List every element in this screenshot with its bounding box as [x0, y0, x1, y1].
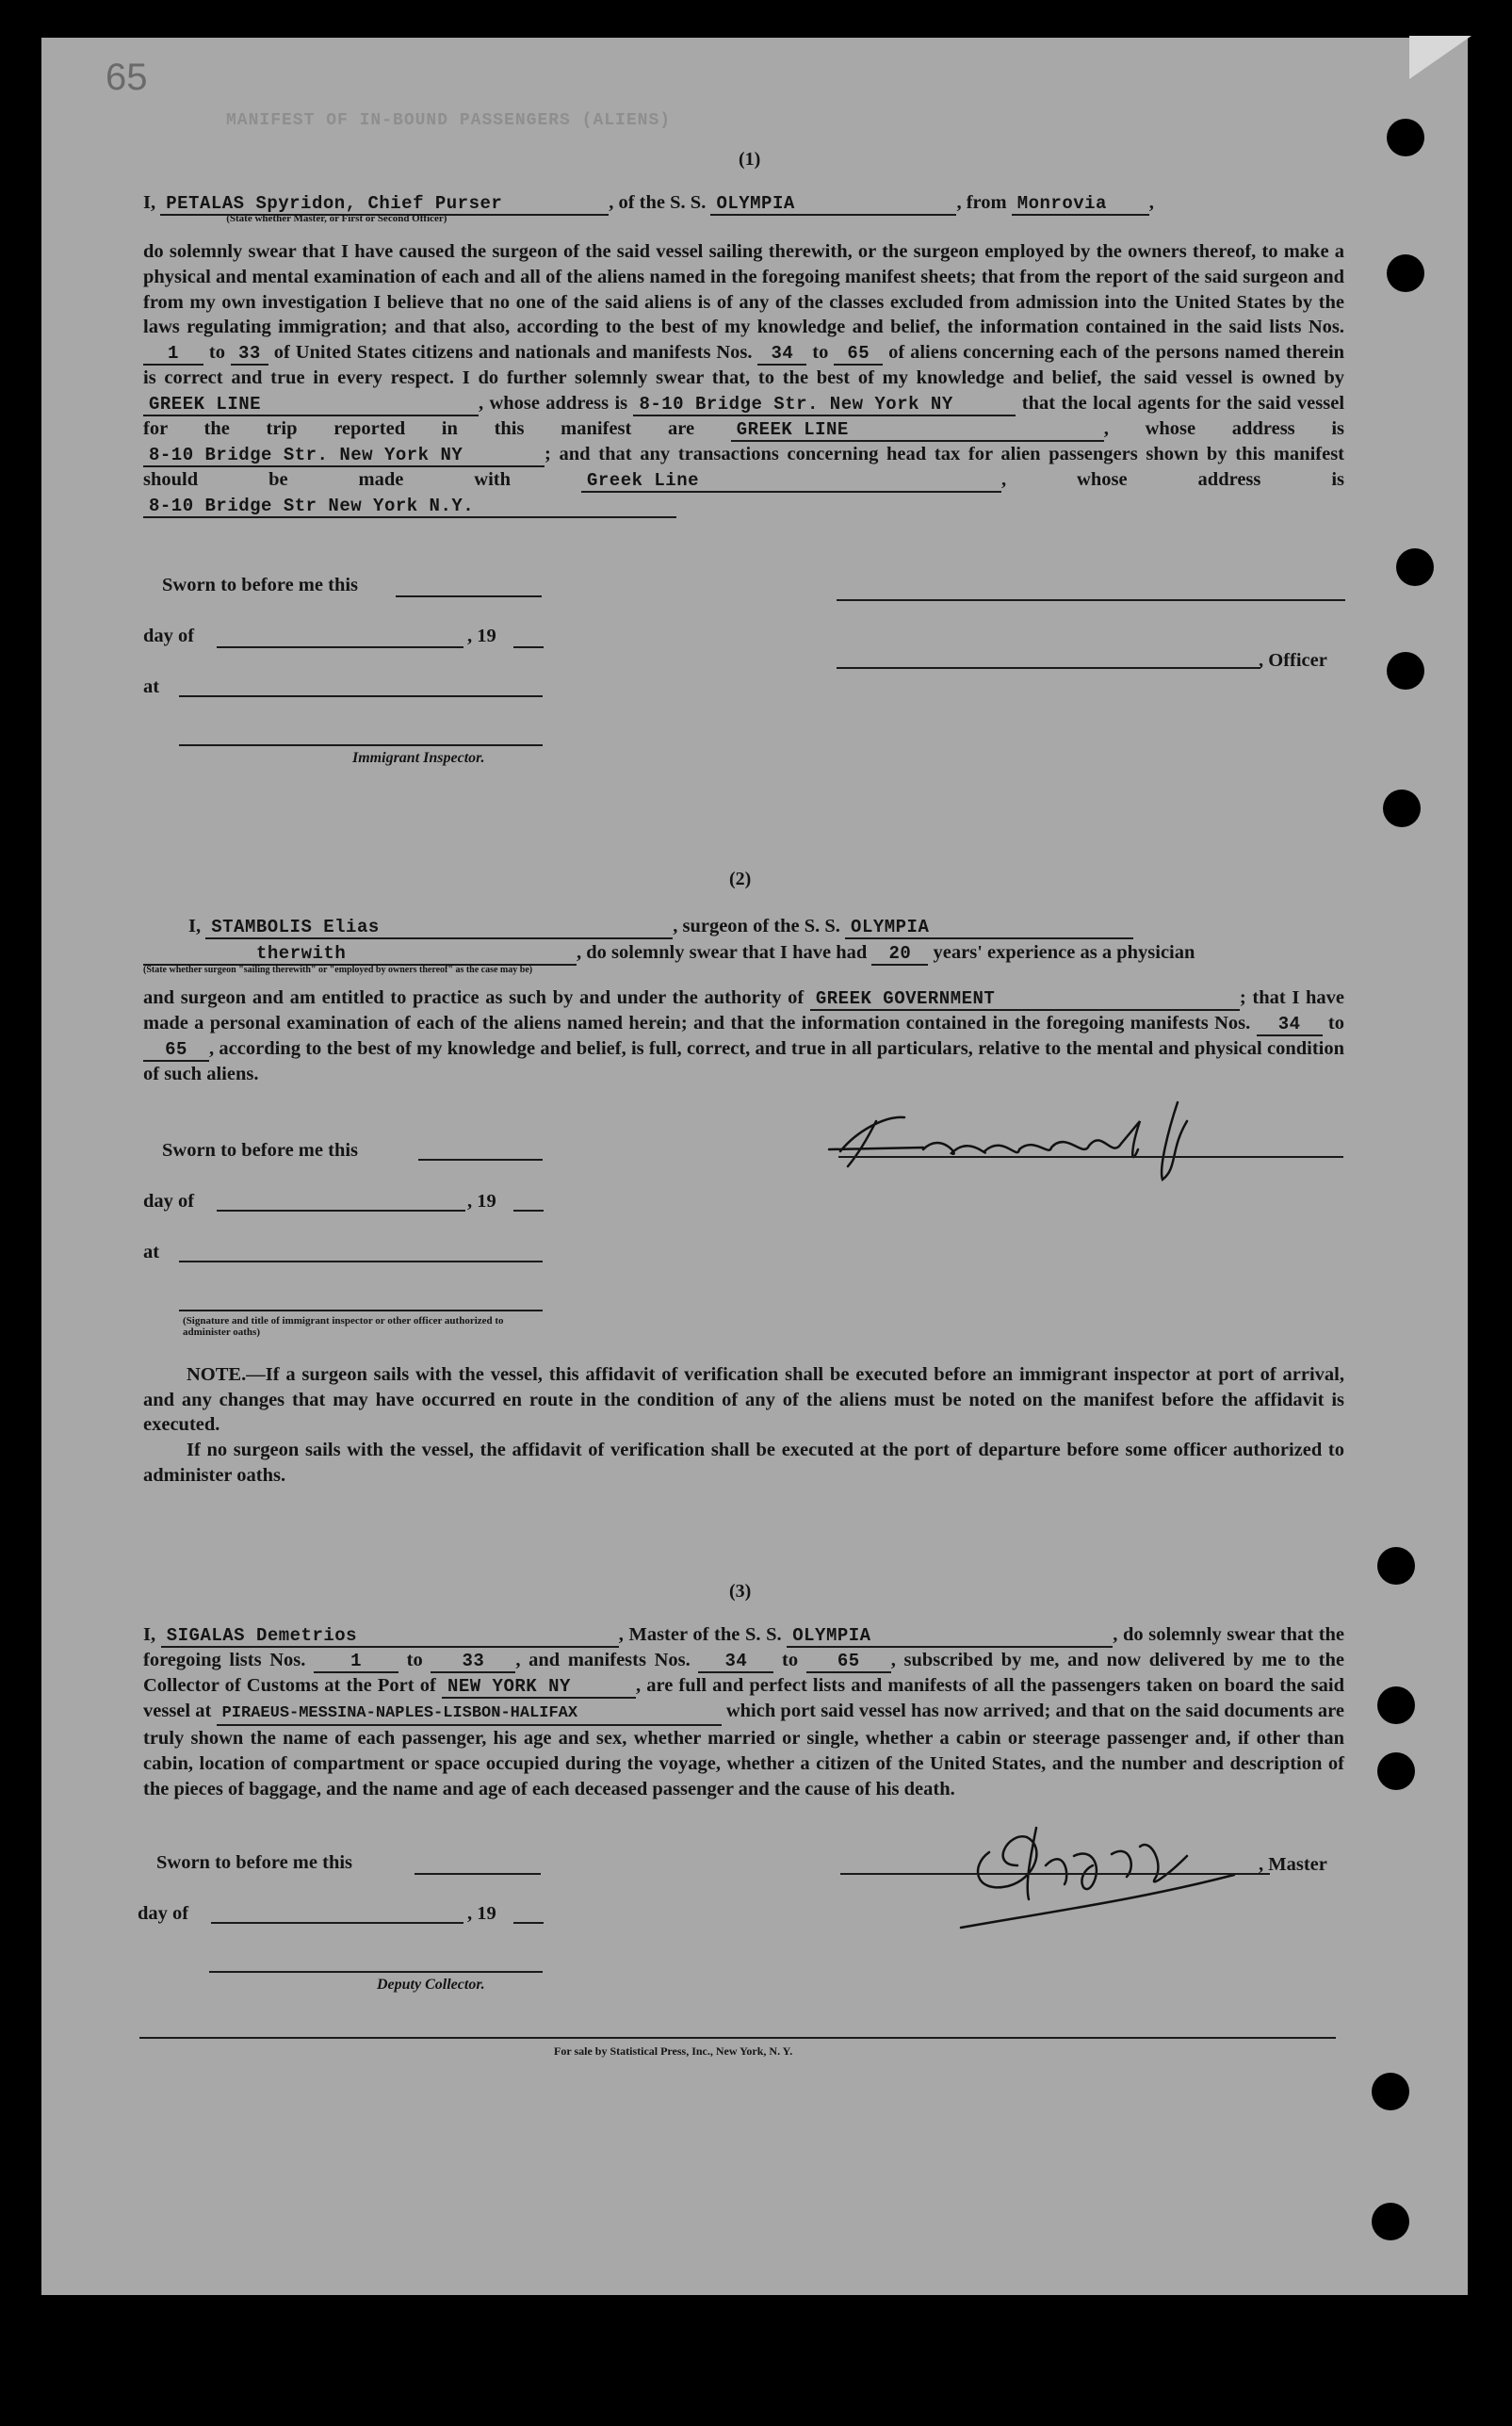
sworn-label: [162, 575, 358, 596]
punch-hole: [1387, 119, 1424, 156]
label: , of the S. S.: [609, 192, 707, 213]
oath-text: , whose address is: [1000, 468, 1344, 490]
day-of-label: day of: [143, 1191, 195, 1212]
oath-text: , surgeon of the S. S.: [673, 916, 840, 936]
year-label: , 19: [467, 1903, 496, 1924]
oath-text: and surgeon and am entitled to practice as such by and under the authority of: [143, 987, 805, 1008]
section-1-header-line: I, PETALAS Spyridon, Chief Purser (State whether Master, or First or Second Officer) , of the S. S. OLYMPIA , from Monrovia ,: [143, 192, 1154, 224]
oath-text: ; and that any transactions concerning head tax for alien passengers shown by this manifest should be made with: [143, 443, 1344, 490]
tax-address-field: 8-10 Bridge Str New York N.Y.: [143, 496, 676, 518]
oath-text: , Master of the S. S.: [618, 1624, 782, 1645]
oath-text: , do solemnly swear that I have had: [577, 942, 868, 963]
oath-text: do solemnly swear that I have caused the surgeon of the said vessel sailing therewith, or the surgeon employed by the owners thereof, to make a physical and mental examination of each and all of the aliens named in the foregoing manifest sheets; that from the report of the said surgeon and from my own investigation I believe that no one of the said aliens is of any of the classes excluded from admission into the United States by the laws regulating immigration; and that also, according to the best of my knowledge and belief, the information contained in the said lists Nos.: [143, 241, 1344, 338]
sworn-date-line: [415, 1873, 541, 1875]
sworn-label: Sworn to before me this: [156, 1852, 353, 1873]
officer-name-field: PETALAS Spyridon, Chief Purser: [160, 193, 609, 216]
pronoun: I,: [143, 1624, 156, 1645]
label: to: [208, 342, 225, 364]
punch-hole: [1377, 1752, 1415, 1790]
agents-address-field: 8-10 Bridge Str. New York NY: [143, 445, 545, 467]
oath-text: , whose address is: [479, 392, 628, 414]
note-text: —If a surgeon sails with the vessel, this affidavit of verification shall be executed before an immigrant inspector at port of arrival, and any changes that may have occurred en route in the condition of any of the aliens must be noted on the manifest before the affidavit is executed.: [143, 1364, 1344, 1435]
punch-hole: [1377, 1686, 1415, 1724]
oath-text: that the local agents for the said vessel for the trip reported in this manifest are: [143, 392, 1345, 439]
agents-field: GREEK LINE: [731, 419, 1104, 442]
oath-text: that I have made a personal examination of each of the aliens named herein; and that the information contained in the foregoing manifests Nos.: [143, 987, 1344, 1034]
day-of-line: [211, 1922, 463, 1924]
port-field: NEW YORK NY: [442, 1676, 636, 1699]
surgeon-status-note: (State whether surgeon "sailing therewith" or "employed by owners thereof" as the case may be): [143, 965, 533, 975]
day-of-label: day of: [138, 1903, 189, 1924]
authority-field: GREEK GOVERNMENT: [810, 988, 1240, 1011]
at-label: at: [143, 1242, 160, 1262]
note-label: NOTE.: [187, 1364, 247, 1385]
master-signature: [951, 1809, 1272, 1941]
label: to: [812, 342, 829, 364]
lists-to-field: 33: [231, 343, 268, 366]
officer-signature-line-2: [837, 667, 1260, 669]
lists-from-field: 1: [143, 343, 203, 366]
folded-corner: [1409, 36, 1471, 79]
vessel-field: OLYMPIA: [845, 917, 1133, 939]
section-1-oath-text: do solemnly swear that I have caused the surgeon of the said vessel sailing therewith, or the surgeon employed by the owners thereof, to make a physical and mental examination of each and all of the aliens named in the foregoing manifest sheets; that from the report of the said surgeon and from my own investigation I believe that no one of the said aliens is of any of the classes excluded from admission into the United States by the laws regulating immigration; and that also, according to the best of my knowledge and belief, the information contained in the said lists Nos. 1 to 33 of United States citizens and nationals and manifests Nos. 34 to 65 of aliens concerning each of the persons named therein is correct and true in every respect. I do further solemnly swear that, to the best of my knowledge and belief, the said vessel is owned by GREEK LINE , whose address is 8-10 Bridge Str. New York NY that the local agents for the said vessel for the trip reported in this manifest are GREEK LINE , whose address is 8-10 Bridge Str. New York NY ; and that any transactions concerning head tax for alien passengers shown by this manifest should be made with Greek Line , whose address is 8-10 Bridge Str New York N.Y.: [143, 241, 1345, 516]
section-3-number: (3): [729, 1581, 752, 1602]
label: to: [406, 1650, 423, 1670]
manifests-from-field: 34: [757, 343, 806, 366]
punch-hole: [1387, 652, 1424, 690]
year-line: [513, 1922, 544, 1924]
section-2-header-line: [143, 914, 1344, 939]
at-line: [179, 1261, 543, 1262]
section-2-oath-text: and surgeon and am entitled to practice as such by and under the authority of GREEK GOVERNMENT ; that I have made a personal examination of each of the aliens named herein; and that the information contained in the foregoing manifests Nos. 34 to 65 , according to the best of my knowledge and belief, is full, correct, and true in all particulars, relative to the mental and physical condition of such aliens.: [143, 987, 1344, 1084]
year-line: [513, 646, 544, 648]
day-of-label: [143, 626, 194, 647]
lists-from-field: 1: [314, 1651, 398, 1673]
vessel-field: OLYMPIA: [787, 1625, 1113, 1648]
surgeon-signature: [820, 1093, 1347, 1187]
master-name-field: SIGALAS Demetrios: [161, 1625, 619, 1648]
printer-footer: For sale by Statistical Press, Inc., New York, N. Y.: [554, 2044, 793, 2058]
oath-text: which port said vessel has now arrived; and that on the said documents are truly shown the name of each passenger, his age and sex, whether married or single, whether a cabin or steerage passenger and, if other than cabin, location of compartment or space occupied during the voyage, whether a citizen of the United States, and the number and description of the pieces of baggage, and the name and age of each deceased passenger and the cause of his death.: [143, 1701, 1345, 1799]
label: to: [782, 1650, 799, 1670]
collector-label: Deputy Collector.: [377, 1977, 485, 1993]
signature-title-note: (Signature and title of immigrant inspector or other officer authorized to administer oaths): [183, 1315, 504, 1338]
at-line: [179, 695, 543, 697]
note-text: If no surgeon sails with the vessel, the affidavit of verification shall be executed at the port of departure before some officer authorized to administer oaths.: [143, 1440, 1344, 1486]
pronoun: I,: [188, 916, 202, 936]
oath-text: , and manifests Nos.: [515, 1650, 691, 1670]
inspector-signature-line: [179, 744, 543, 746]
sworn-date-line: [396, 595, 542, 597]
oath-text: , subscribed by me, and now delivered by me to the Collector of Customs at the Port of: [143, 1650, 1344, 1696]
label: day of: [143, 626, 195, 646]
oath-text: years' experience as a physician: [933, 942, 1195, 963]
oath-text: whose address is: [1145, 417, 1345, 439]
inspector-label: Immigrant Inspector.: [352, 750, 485, 766]
label: Sworn to before me this: [162, 575, 359, 595]
vessel-field: OLYMPIA: [710, 193, 956, 216]
note-paragraph-2: [143, 1438, 1344, 1488]
manifests-from-field: 34: [698, 1651, 773, 1673]
section-2-number: (2): [729, 869, 752, 889]
section-2-sailing-line: [143, 940, 1344, 975]
punch-hole: [1396, 548, 1434, 586]
pronoun: I,: [143, 192, 156, 213]
years-field: 20: [871, 943, 928, 966]
oath-text: , according to the best of my knowledge and belief, is full, correct, and true in all particulars, relative to the mental and physical condition of such aliens.: [143, 1038, 1344, 1084]
officer-label: , Officer: [1259, 650, 1327, 671]
label: , from: [956, 192, 1007, 213]
manifests-to-field: 65: [806, 1651, 891, 1673]
footer-divider: [139, 2037, 1336, 2039]
departure-ports-field: PIRAEUS-MESSINA-NAPLES-LISBON-HALIFAX: [217, 1703, 722, 1726]
year-label: , 19: [467, 1191, 496, 1212]
section-1-number: (1): [739, 149, 761, 170]
oath-text: of aliens concerning each of the persons named therein is correct and true in every respect. I do further solemnly swear that, to the best of my knowledge and belief, the said vessel is owned by: [143, 342, 1345, 389]
margin-note: 65: [106, 57, 148, 98]
day-of-line: [217, 646, 463, 648]
master-label: , Master: [1259, 1854, 1327, 1875]
note-paragraph: [143, 1362, 1344, 1438]
year-line: [513, 1210, 544, 1212]
oath-text: , do solemnly swear that the foregoing lists Nos.: [143, 1624, 1345, 1670]
owner-field: GREEK LINE: [143, 394, 479, 416]
at-label: at: [143, 676, 160, 697]
day-of-line: [217, 1210, 465, 1212]
bleed-through-text: MANIFEST OF IN-BOUND PASSENGERS (ALIENS): [226, 111, 672, 130]
master-signature-line: [840, 1873, 1270, 1875]
lists-to-field: 33: [431, 1651, 515, 1673]
tax-agent-field: Greek Line: [581, 470, 1001, 493]
punch-hole: [1377, 1547, 1415, 1585]
inspector-signature-line: [179, 1310, 543, 1311]
manifests-to-field: 65: [143, 1039, 209, 1062]
sailing-status-field: therwith: [143, 943, 577, 966]
sworn-label: Sworn to before me this: [162, 1140, 359, 1161]
surgeon-name-field: STAMBOLIS Elias: [205, 917, 673, 939]
punch-hole: [1383, 790, 1421, 827]
owner-address-field: 8-10 Bridge Str. New York NY: [633, 394, 1016, 416]
sworn-date-line: [418, 1159, 543, 1161]
officer-note: (State whether Master, or First or Second Officer): [226, 213, 447, 224]
oath-text: , are full and perfect lists and manifests of all the passengers taken on board the said vessel at: [143, 1675, 1344, 1721]
oath-text: of United States citizens and nationals and manifests Nos.: [273, 342, 753, 364]
from-port-field: Monrovia: [1012, 193, 1149, 216]
officer-signature-line-1: [837, 599, 1345, 601]
manifests-from-field: 34: [1257, 1014, 1323, 1036]
year-label: , 19: [467, 626, 496, 646]
manifests-to-field: 65: [834, 343, 883, 366]
punch-hole: [1372, 2073, 1409, 2110]
punch-hole: [1387, 254, 1424, 292]
collector-signature-line: [209, 1971, 543, 1973]
punch-hole: [1372, 2203, 1409, 2240]
label: to: [1327, 1013, 1344, 1034]
section-3-oath-text: [143, 1622, 1344, 1801]
